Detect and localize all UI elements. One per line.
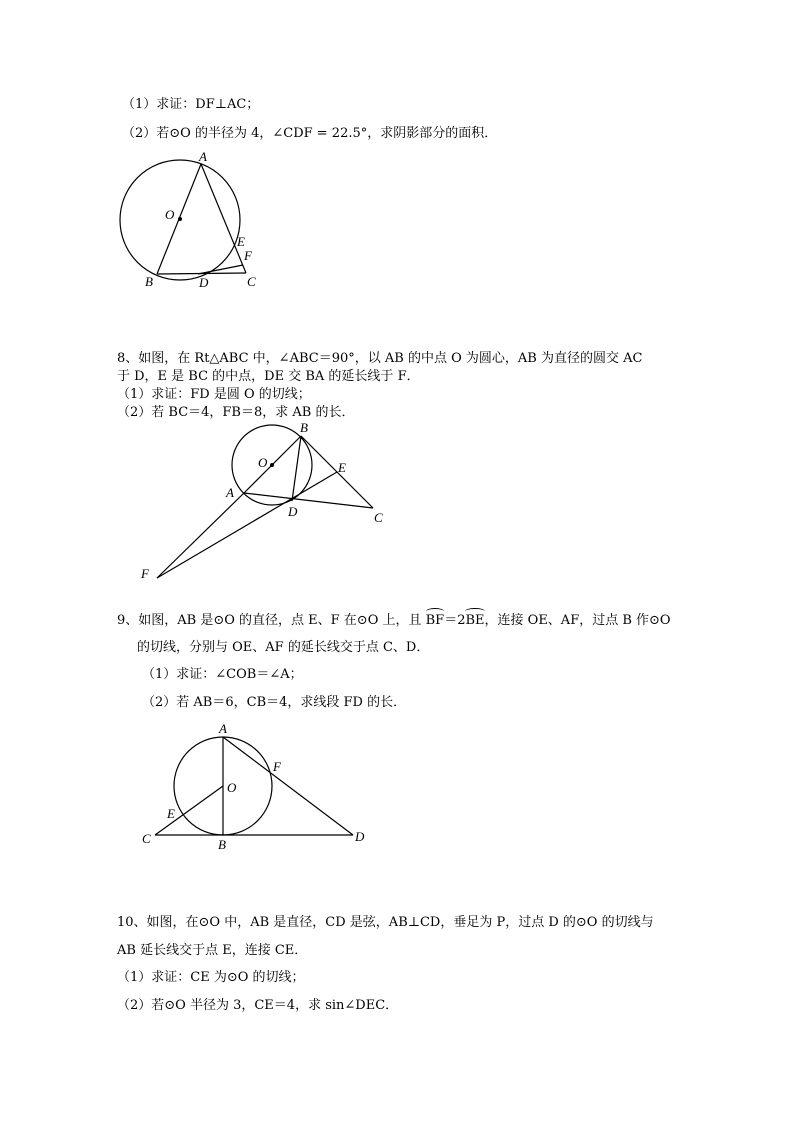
p7-label-D: D — [199, 275, 209, 290]
p10-question-1: （1）求证：CE 为⊙O 的切线； — [117, 970, 305, 985]
p9-label-A: A — [219, 721, 227, 736]
p8-question-1: （1）求证：FD 是圆 O 的切线； — [117, 387, 311, 402]
p7-label-C: C — [247, 274, 256, 289]
p9-stem-1-b: ，连接 OE、AF，过点 B 作⊙O — [484, 613, 671, 628]
p9-arc-be: BE — [465, 613, 485, 628]
p9-label-D: D — [355, 829, 365, 844]
p7-label-B: B — [145, 274, 153, 289]
p9-stem-2: 的切线，分别与 OE、AF 的延长线交于点 C、D． — [137, 640, 430, 655]
p10-question-2: （2）若⊙O 半径为 3，CE＝4，求 sin∠DEC． — [117, 998, 399, 1013]
p8-stem-2: 于 D，E 是 BC 的中点，DE 交 BA 的延长线于 F． — [117, 369, 420, 384]
p8-label-C: C — [374, 510, 383, 525]
p9-label-O: O — [227, 780, 237, 795]
p7-question-2: （2）若⊙O 的半径为 4，∠CDF = 22.5°，求阴影部分的面积． — [122, 126, 498, 141]
p8-label-E: E — [338, 460, 346, 475]
p10-stem-1: 10、如图，在⊙O 中，AB 是直径，CD 是弦，AB⊥CD，垂足为 P，过点 D 的⊙O 的切线与 — [117, 915, 654, 930]
p10-stem-2: AB 延长线交于点 E，连接 CE． — [117, 943, 308, 958]
p8-label-B: B — [300, 420, 308, 435]
p7-label-O: O — [165, 207, 175, 222]
p9-question-1: （1）求证：∠COB＝∠A； — [142, 667, 303, 682]
p7-question-1: （1）求证：DF⊥AC； — [122, 97, 260, 112]
p9-segment-OC — [155, 786, 223, 835]
p9-segment-AD — [223, 737, 353, 835]
p8-label-D: D — [288, 504, 298, 519]
p9-stem-1-a: 9、如图，AB 是⊙O 的直径，点 E、F 在⊙O 上，且 — [117, 613, 426, 628]
p9-label-C: C — [142, 831, 151, 846]
p8-label-A: A — [226, 485, 234, 500]
p8-question-2: （2）若 BC＝4，FB＝8，求 AB 的长． — [117, 405, 355, 420]
p9-question-2: （2）若 AB＝6，CB＝4，求线段 FD 的长． — [142, 695, 407, 710]
p8-stem-1: 8、如图，在 Rt△ABC 中，∠ABC＝90°，以 AB 的中点 O 为圆心，AB 为直径的圆交 AC — [117, 351, 643, 366]
p7-label-A: A — [199, 149, 207, 164]
p7-label-F: F — [244, 248, 252, 263]
p8-label-O: O — [258, 455, 268, 470]
p7-label-E: E — [237, 234, 245, 249]
p9-label-E: E — [167, 806, 175, 821]
p9-arc-bf: BF — [425, 613, 445, 628]
p8-label-F: F — [141, 566, 149, 581]
p9-stem-1-mid: ＝2 — [444, 613, 466, 628]
p9-label-B: B — [218, 837, 226, 852]
p9-label-F: F — [273, 759, 281, 774]
